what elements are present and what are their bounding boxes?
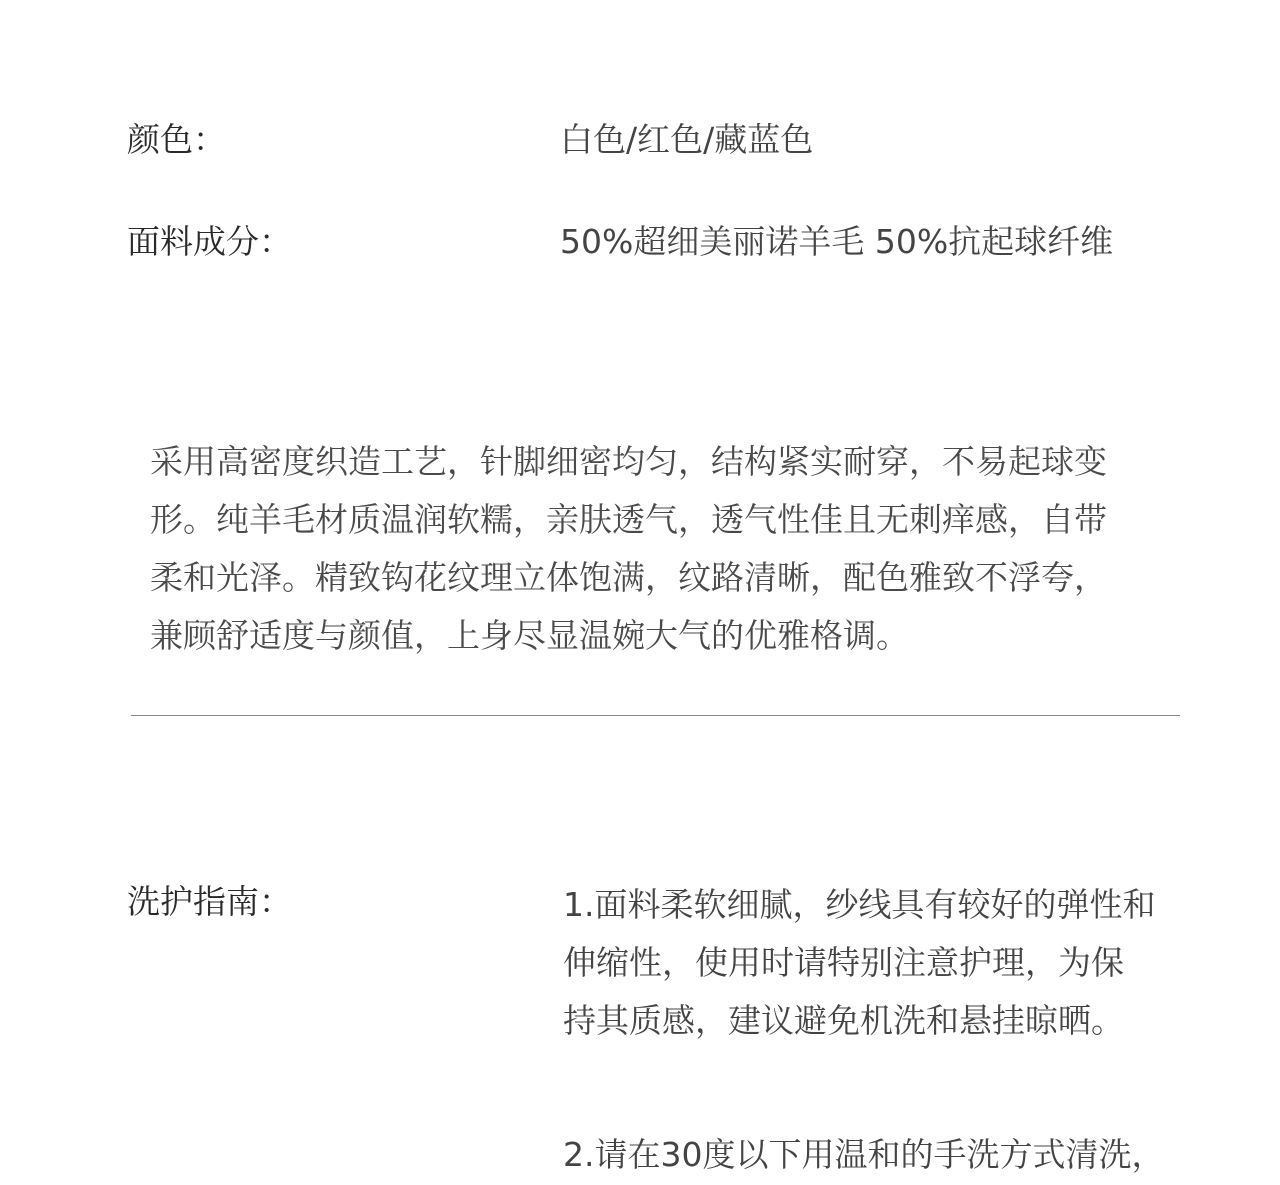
fabric-label: 面料成分： — [127, 222, 292, 261]
section-divider — [131, 715, 1180, 716]
fabric-value: 50%超细美丽诺羊毛 50%抗起球纤维 — [560, 222, 1114, 261]
care-item-1 — [563, 876, 1263, 1050]
product-description — [150, 433, 1190, 665]
care-line: 2.请在30度以下用温和的手洗方式清洗， — [563, 1135, 1165, 1174]
color-label: 颜色： — [127, 120, 226, 159]
description-line: 柔和光泽。精致钩花纹理立体饱满，纹路清晰，配色雅致不浮夸， — [150, 558, 1107, 597]
description-line: 采用高密度织造工艺，针脚细密均匀，结构紧实耐穿，不易起球变 — [150, 442, 1107, 481]
care-label: 洗护指南： — [127, 882, 292, 921]
description-line: 兼顾舒适度与颜值，上身尽显温婉大气的优雅格调。 — [150, 616, 909, 655]
description-line: 形。纯羊毛材质温润软糯，亲肤透气，透气性佳且无刺痒感，自带 — [150, 500, 1107, 539]
care-line: 伸缩性，使用时请特别注意护理，为保 — [563, 943, 1124, 982]
color-value: 白色/红色/藏蓝色 — [560, 120, 814, 159]
care-line: 1.面料柔软细腻，纱线具有较好的弹性和 — [563, 885, 1156, 924]
care-item-2 — [563, 1126, 1263, 1184]
care-line: 持其质感，建议避免机洗和悬挂晾晒。 — [563, 1001, 1124, 1040]
